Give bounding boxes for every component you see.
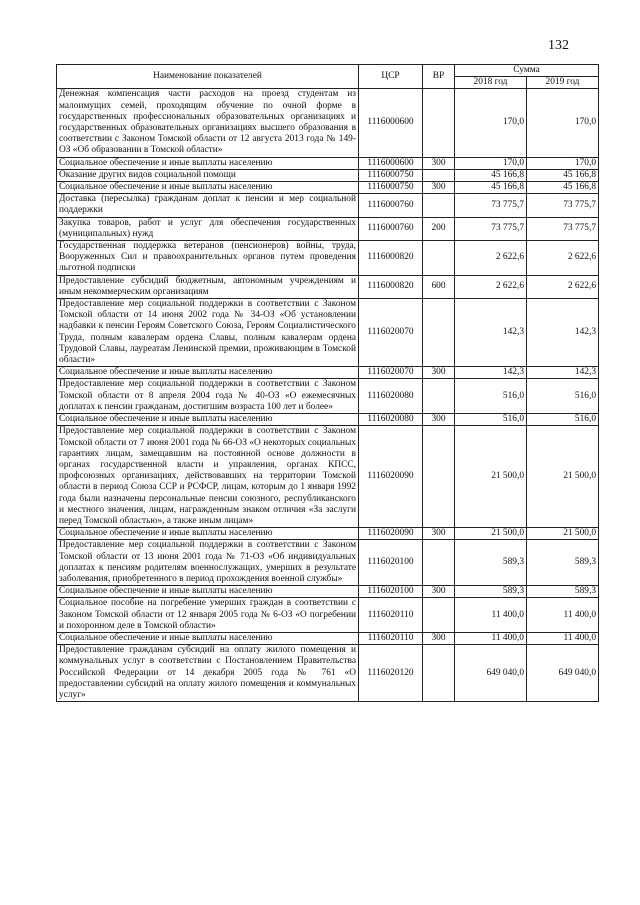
row-csr: 1116000750 [359,169,423,181]
row-value-2019: 73 775,7 [527,194,599,217]
row-value-2018: 21 500,0 [455,426,527,528]
table-row [57,598,599,633]
row-value-2019: 11 400,0 [527,632,599,644]
row-value-2018: 73 775,7 [455,217,527,240]
row-value-2019: 142,3 [527,367,599,379]
row-value-2019: 73 775,7 [527,217,599,240]
header-year-2018: 2018 год [455,77,527,89]
table-row [57,241,599,276]
row-value-2018: 589,3 [455,586,527,598]
row-value-2019: 589,3 [527,540,599,586]
row-value-2019: 21 500,0 [527,528,599,540]
table-row [57,528,599,540]
row-value-2018: 73 775,7 [455,194,527,217]
row-vr [423,645,455,702]
row-vr: 200 [423,217,455,240]
row-csr: 1116020090 [359,528,423,540]
row-name: Социальное обеспечение и иные выплаты населению [57,528,359,540]
row-name: Социальное обеспечение и иные выплаты населению [57,632,359,644]
row-value-2018: 589,3 [455,540,527,586]
header-csr: ЦСР [359,65,423,89]
row-name: Оказание других видов социальной помощи [57,169,359,181]
row-value-2018: 2 622,6 [455,275,527,298]
row-vr [423,598,455,633]
row-name: Социальное пособие на погребение умерших граждан в соответствии с Законом Томской области от 12 января 2005 года № 6-ОЗ «О погребении и похоронном деле в Томской области» [57,598,359,633]
row-value-2019: 516,0 [527,379,599,414]
table-row [57,182,599,194]
row-value-2019: 11 400,0 [527,598,599,633]
row-vr [423,194,455,217]
row-csr: 1116020070 [359,299,423,367]
table-row [57,275,599,298]
row-name: Социальное обеспечение и иные выплаты населению [57,586,359,598]
row-name: Предоставление гражданам субсидий на оплату жилого помещения и коммунальных услуг в соответствии с Постановлением Правительства Российской Федерации от 14 декабря 2005 года № 761 «О предоставлении субсидий на оплату жилого помещения и коммунальных услуг» [57,645,359,702]
row-name: Предоставление мер социальной поддержки в соответствии с Законом Томской области от 7 июня 2001 года № 66-ОЗ «О некоторых социальных гарантиях лицам, замещавшим на постоянной основе должности в органах государственной власти и управления, органах КПСС, профсоюзных организациях, действовавших на территории Томской области в период Союза ССР и РСФСР, лицам, которым до 1 января 1992 года были назначены персональные пенсии союзного, республиканского и местного значения, лицам, награжденным знаком отличия «За заслуги перед Томской областью», а также иным лицам» [57,426,359,528]
row-value-2018: 2 622,6 [455,241,527,276]
row-name: Закупка товаров, работ и услуг для обеспечения государственных (муниципальных) нужд [57,217,359,240]
row-value-2019: 21 500,0 [527,426,599,528]
row-csr: 1116000820 [359,275,423,298]
row-csr: 1116000600 [359,157,423,169]
row-name: Предоставление мер социальной поддержки в соответствии с Законом Томской области от 8 апреля 2004 года № 40-ОЗ «О ежемесячных доплатах к пенсии гражданам, достигшим возраста 100 лет и более» [57,379,359,414]
row-vr: 300 [423,182,455,194]
row-value-2018: 11 400,0 [455,598,527,633]
row-csr: 1116000750 [359,182,423,194]
row-name: Социальное обеспечение и иные выплаты населению [57,157,359,169]
row-vr [423,299,455,367]
row-value-2018: 45 166,8 [455,182,527,194]
row-vr [423,540,455,586]
row-vr: 300 [423,632,455,644]
row-value-2018: 142,3 [455,299,527,367]
row-name: Денежная компенсация части расходов на проезд студентам из малоимущих семей, проходящим обучение по очной форме в государственных профессиональных образовательных организациях и государственных образовательных организациях высшего образования в соответствии с Законом Томской области от 12 августа 2013 года № 149-ОЗ «Об образовании в Томской области» [57,89,359,157]
header-name: Наименование показателей [57,65,359,89]
row-csr: 1116020100 [359,586,423,598]
table-row [57,426,599,528]
table-row [57,645,599,702]
row-vr: 300 [423,528,455,540]
row-name: Социальное обеспечение и иные выплаты населению [57,367,359,379]
row-name: Предоставление мер социальной поддержки в соответствии с Законом Томской области от 14 июня 2002 года № 34-ОЗ «Об установлении надбавки к пенсии Героям Советского Союза, Героям Социалистического Труда, полным кавалерам ордена Славы, полным кавалерам ордена Трудовой Славы, лауреатам Ленинской премии, проживающим в Томской области» [57,299,359,367]
row-value-2019: 142,3 [527,299,599,367]
row-vr [423,241,455,276]
row-value-2018: 170,0 [455,157,527,169]
row-csr: 1116020090 [359,426,423,528]
row-vr: 300 [423,586,455,598]
row-csr: 1116000760 [359,194,423,217]
row-value-2018: 45 166,8 [455,169,527,181]
row-value-2018: 516,0 [455,414,527,426]
page-number: 132 [548,38,569,53]
row-name: Государственная поддержка ветеранов (пенсионеров) войны, труда, Вооруженных Сил и правоохранительных органов путем проведения льготной подписки [57,241,359,276]
row-name: Социальное обеспечение и иные выплаты населению [57,414,359,426]
row-csr: 1116020080 [359,379,423,414]
row-csr: 1116020120 [359,645,423,702]
table-row [57,586,599,598]
row-vr: 300 [423,414,455,426]
table-row [57,169,599,181]
row-value-2019: 170,0 [527,157,599,169]
table-row [57,299,599,367]
row-value-2019: 45 166,8 [527,169,599,181]
table-row [57,89,599,157]
row-value-2018: 649 040,0 [455,645,527,702]
row-csr: 1116020110 [359,632,423,644]
row-vr [423,379,455,414]
budget-table [56,64,599,702]
row-value-2019: 2 622,6 [527,275,599,298]
row-vr: 300 [423,157,455,169]
row-csr: 1116000820 [359,241,423,276]
row-vr: 300 [423,367,455,379]
row-value-2019: 170,0 [527,89,599,157]
row-vr [423,89,455,157]
row-value-2018: 142,3 [455,367,527,379]
row-vr [423,169,455,181]
table-row [57,632,599,644]
table-row [57,194,599,217]
table-row [57,367,599,379]
row-name: Предоставление субсидий бюджетным, автономным учреждениям и иным некоммерческим организациям [57,275,359,298]
table-row [57,217,599,240]
row-value-2019: 649 040,0 [527,645,599,702]
row-csr: 1116000760 [359,217,423,240]
header-vr: ВР [423,65,455,89]
row-csr: 1116000600 [359,89,423,157]
row-value-2019: 2 622,6 [527,241,599,276]
row-vr [423,426,455,528]
row-name: Доставка (пересылка) гражданам доплат к пенсии и мер социальной поддержки [57,194,359,217]
header-sum: Сумма [455,65,599,77]
row-value-2019: 45 166,8 [527,182,599,194]
row-value-2018: 11 400,0 [455,632,527,644]
row-csr: 1116020110 [359,598,423,633]
row-value-2019: 589,3 [527,586,599,598]
row-value-2019: 516,0 [527,414,599,426]
row-value-2018: 516,0 [455,379,527,414]
row-value-2018: 170,0 [455,89,527,157]
table-row [57,414,599,426]
table-row [57,540,599,586]
table-row [57,157,599,169]
row-name: Социальное обеспечение и иные выплаты населению [57,182,359,194]
row-csr: 1116020080 [359,414,423,426]
header-year-2019: 2019 год [527,77,599,89]
row-value-2018: 21 500,0 [455,528,527,540]
row-name: Предоставление мер социальной поддержки в соответствии с Законом Томской области от 13 июня 2001 года № 71-ОЗ «Об индивидуальных доплатах к пенсиям родителям военнослужащих, умерших в результате заболевания, приобретенного в период прохождения военной службы» [57,540,359,586]
row-csr: 1116020100 [359,540,423,586]
table-header-row [57,65,599,77]
row-vr: 600 [423,275,455,298]
table-row [57,379,599,414]
row-csr: 1116020070 [359,367,423,379]
